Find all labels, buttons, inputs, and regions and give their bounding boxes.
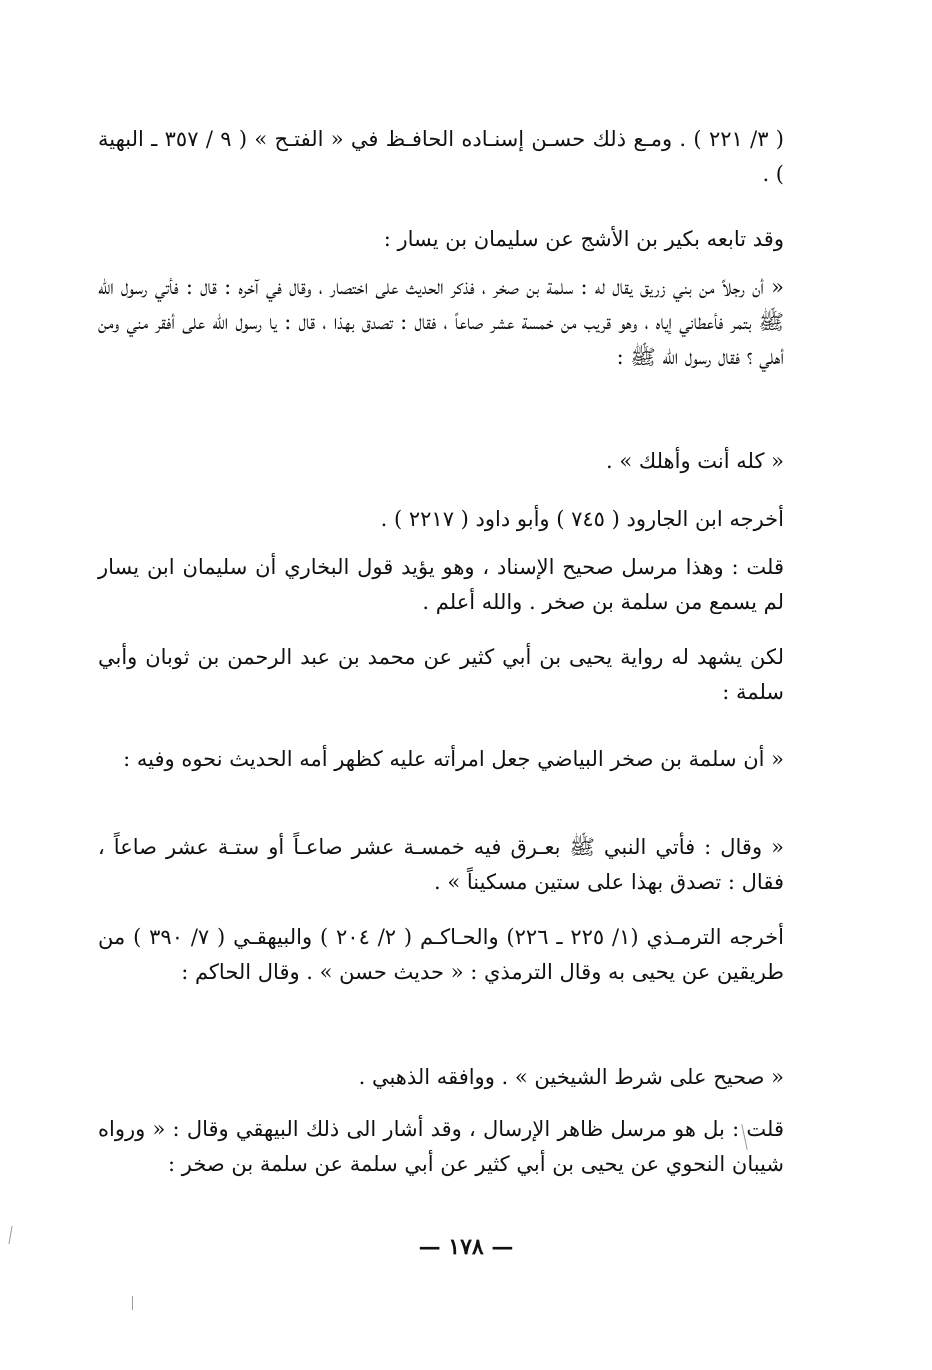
paragraph-quote-eat-it: « كله أنت وأهلك » .	[606, 449, 784, 473]
paragraph-bukayr-chain: وقد تابعه بكير بن الأشج عن سليمان بن يسار :	[383, 227, 784, 251]
paragraph-hadith-quote-araq: « وقال : فأتي النبي ﷺ بعـرق فيه خمسـة عشر صاعـاً أو ستـة عشر صاعاً ، فقال : تصدق بهذا على ستين مسكيناً » .	[98, 835, 784, 894]
paragraph-hadith-quote-bayadi: « أن سلمة بن صخر البياضي جعل امرأته عليه كظهر أمه الحديث نحوه وفيه :	[123, 747, 784, 771]
paragraph-author-comment-irsal: قلت : بل هو مرسل ظاهر الإرسال ، وقد أشار الى ذلك البيهقي وقال : « ورواه شيبان النحوي عن يحيى بن أبي كثير عن أبي سلمة عن سلمة بن صخر :	[98, 1117, 784, 1176]
paragraph-author-comment-mursal: قلت : وهذا مرسل صحيح الإسناد ، وهو يؤيد قول البخاري أن سليمان ابن يسار لم يسمع من سلمة بن صخر . والله أعلم .	[98, 555, 784, 614]
paragraph-takhrij-jarud: أخرجه ابن الجارود ( ٧٤٥ ) وأبو داود ( ٢٢١٧ ) .	[380, 507, 784, 531]
paragraph-hadith-quote-zurayq: « أن رجلاً من بني زريق يقال له : سلمة بن صخر ، فذكر الحديث على اختصار ، وقال في آخره : قال : فأتي رسول الله ﷺ بتمر فأعطاني إياه ، وهو قريب من خمسة عشر صاعاً ، فقال : تصدق بهذا ، قال : يا رسول الله على أفقر مني ومن أهلي ؟ فقال رسول الله ﷺ :	[98, 275, 784, 369]
paragraph-citation-continuation: ( ٣/ ٢٢١ ) . ومـع ذلك حسـن إسنـاده الحافـظ في « الفتـح » ( ٩ / ٣٥٧ ـ البهية ) .	[98, 127, 784, 186]
paragraph-supporting-narration: لكن يشهد له رواية يحيى بن أبي كثير عن محمد بن عبد الرحمن بن ثوبان وأبي سلمة :	[98, 645, 784, 704]
scan-artifact-mark	[132, 1296, 133, 1310]
paragraph-hakim-grading: « صحيح على شرط الشيخين » . ووافقه الذهبي .	[358, 1065, 784, 1089]
page-number: — ١٧٨ —	[418, 1234, 514, 1260]
paragraph-takhrij-tirmidhi: أخرجه الترمـذي (١/ ٢٢٥ ـ ٢٢٦) والحـاكـم ( ٢/ ٢٠٤ ) والبيهقـي ( ٧/ ٣٩٠ ) من طريقين عن يحيى به وقال الترمذي : « حديث حسن » . وقال الحاكم :	[98, 925, 784, 984]
